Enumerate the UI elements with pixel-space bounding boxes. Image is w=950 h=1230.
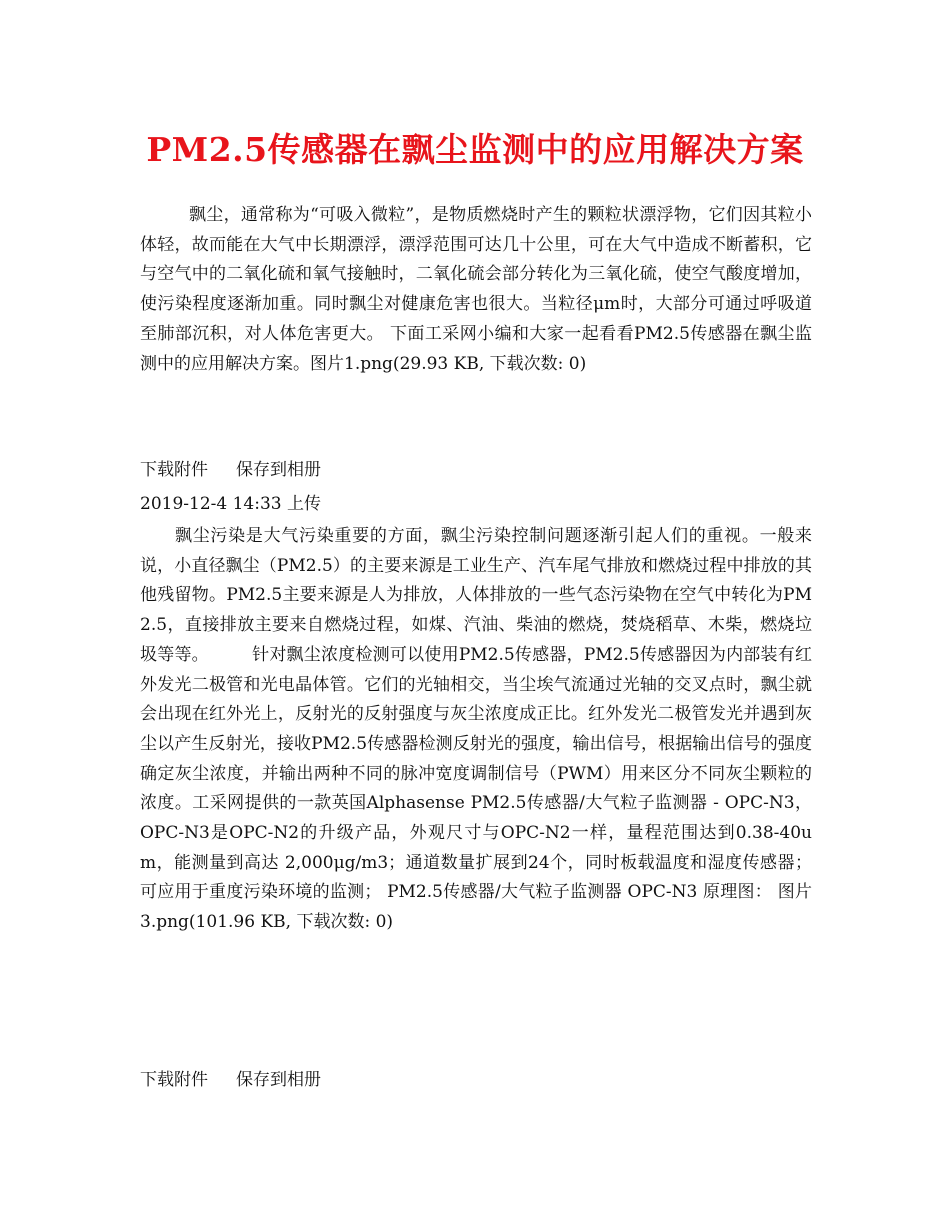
upload-timestamp: 2019-12-4 14:33 上传 xyxy=(140,494,321,514)
save-to-album-link[interactable]: 保存到相册 xyxy=(236,460,321,480)
paragraph-detail: 飘尘污染是大气污染重要的方面，飘尘污染控制问题逐渐引起人们的重视。一般来说，小直径飘尘（PM2.5）的主要来源是工业生产、汽车尾气排放和燃烧过程中排放的其他残留物。PM2.5主要来源是人为排放，人体排放的一些气态污染物在空气中转化为PM2.5，直接排放主要来自燃烧过程，如煤、汽油、柴油的燃烧，焚烧稻草、木柴，燃烧垃圾等等。 针对飘尘浓度检测可以使用PM2.5传感器，PM2.5传感器因为内部装有红外发光二极管和光电晶体管。它们的光轴相交，当尘埃气流通过光轴的交叉点时，飘尘就会出现在红外光上，反射光的反射强度与灰尘浓度成正比。红外发光二极管发光并遇到灰尘以产生反射光，接收PM2.5传感器检测反射光的强度，输出信号，根据输出信号的强度确定灰尘浓度，并输出两种不同的脉冲宽度调制信号（PWM）用来区分不同灰尘颗粒的浓度。工采网提供的一款英国Alphasense PM2.5传感器/大气粒子监测器 - OPC-N3，OPC-N3是OPC-N2的升级产品，外观尺寸与OPC-N2一样，量程范围达到0.38-40um，能测量到高达 2,000μg/m3；通道数量扩展到24个，同时板载温度和湿度传感器；可应用于重度污染环境的监测； PM2.5传感器/大气粒子监测器 OPC-N3 原理图： 图片3.png(101.96 KB, 下载次数: 0) xyxy=(140,526,812,933)
page-title: PM2.5传感器在飘尘监测中的应用解决方案 xyxy=(146,130,804,169)
paragraph-intro: 飘尘，通常称为“可吸入微粒”，是物质燃烧时产生的颗粒状漂浮物，它们因其粒小体轻，故而能在大气中长期漂浮，漂浮范围可达几十公里，可在大气中造成不断蓄积，它与空气中的二氧化硫和氧气接触时，二氧化硫会部分转化为三氧化硫，使空气酸度增加，使污染程度逐渐加重。同时飘尘对健康危害也很大。当粒径μm时，大部分可通过呼吸道至肺部沉积，对人体危害更大。 下面工采网小编和大家一起看看PM2.5传感器在飘尘监测中的应用解决方案。图片1.png(29.93 KB, 下载次数: 0) xyxy=(140,205,812,374)
attachment-actions-1 xyxy=(140,456,321,486)
attachment-actions-2 xyxy=(140,1066,321,1096)
intro-section xyxy=(140,201,812,379)
save-to-album-link[interactable]: 保存到相册 xyxy=(236,1070,321,1090)
download-attachment-link[interactable]: 下载附件 xyxy=(140,460,208,480)
download-attachment-link[interactable]: 下载附件 xyxy=(140,1070,208,1090)
detail-section xyxy=(140,522,812,938)
